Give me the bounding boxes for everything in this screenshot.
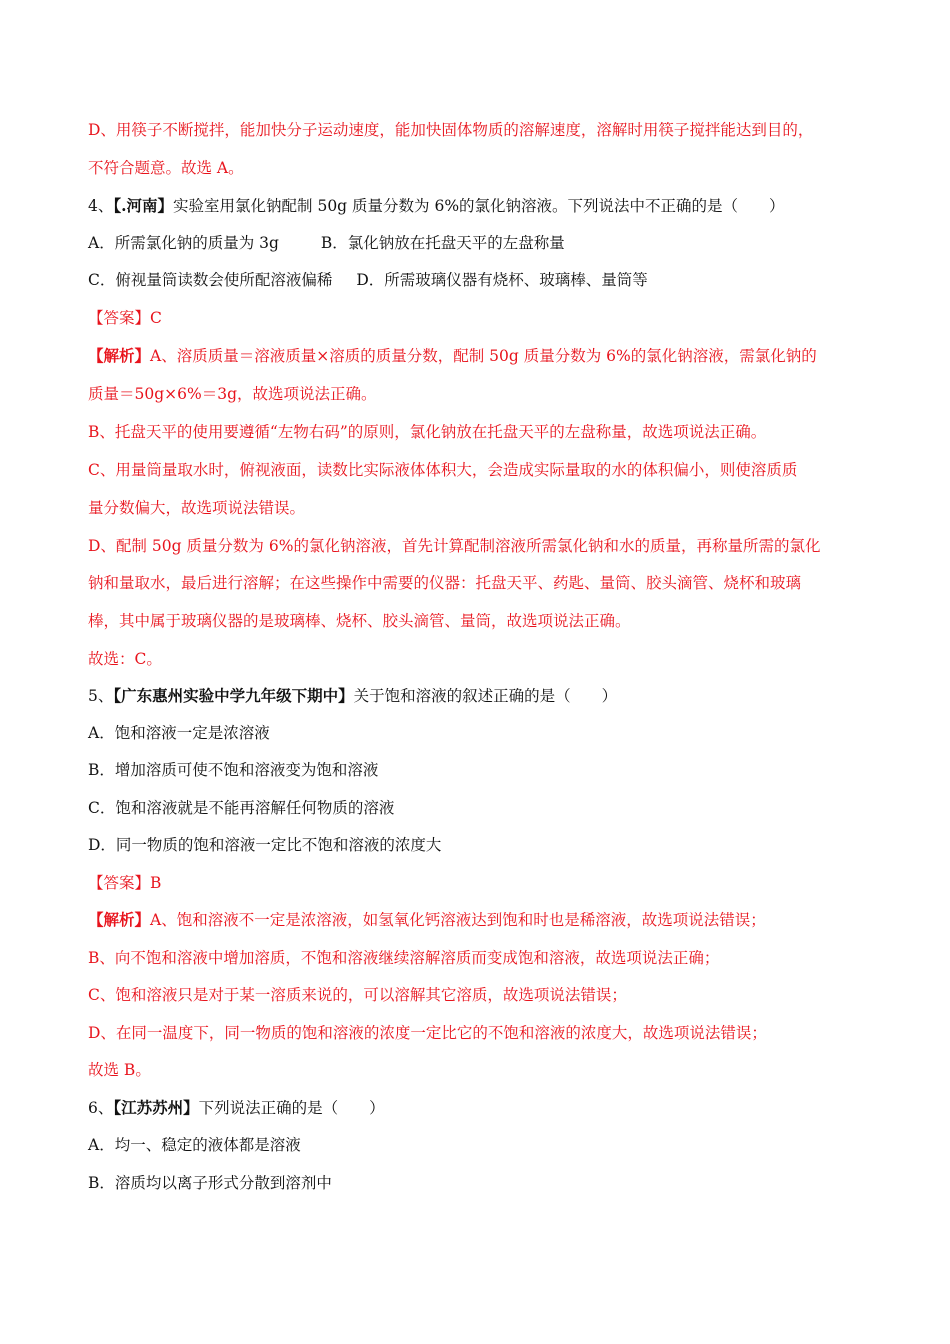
q4-analysis-a-line-1 [88, 345, 817, 367]
q5-analysis-a-text: A、饱和溶液不一定是浓溶液，如氢氧化钙溶液达到饱和时也是稀溶液，故选项说法错误； [150, 911, 766, 929]
q6-stem [88, 1097, 385, 1119]
q6-option-b: B．溶质均以离子形式分散到溶剂中 [88, 1174, 332, 1192]
q5-stem [88, 685, 617, 707]
q5-analysis-b: B、向不饱和溶液中增加溶质，不饱和溶液继续溶解溶质而变成饱和溶液，故选项说法正确； [88, 949, 720, 967]
q5-analysis-label: 【解析】 [88, 910, 151, 929]
q5-option-c: C．饱和溶液就是不能再溶解任何物质的溶液 [88, 799, 395, 817]
q4-options-ab [88, 232, 565, 254]
q4-analysis-label: 【解析】 [88, 346, 151, 365]
q4-option-d: D．所需玻璃仪器有烧杯、玻璃棒、量筒等 [356, 271, 648, 289]
q4-conclusion: 故选：C。 [88, 650, 162, 668]
q3-option-d-line-1: D、用筷子不断搅拌，能加快分子运动速度，能加快固体物质的溶解速度，溶解时用筷子搅拌能达到目的， [88, 121, 814, 139]
q4-analysis-d-line-3: 棒，其中属于玻璃仪器的是玻璃棒、烧杯、胶头滴管、量筒，故选项说法正确。 [88, 612, 631, 630]
q6-option-a: A．均一、稳定的液体都是溶液 [88, 1136, 301, 1154]
q5-conclusion: 故选 B。 [88, 1061, 151, 1079]
q5-analysis-d: D、在同一温度下，同一物质的饱和溶液的浓度一定比它的不饱和溶液的浓度大，故选项说法错误； [88, 1024, 767, 1042]
q6-stem-text: 下列说法正确的是（ ） [198, 1099, 385, 1117]
q5-option-a: A．饱和溶液一定是浓溶液 [88, 724, 270, 742]
q6-source: 【江苏苏州】 [113, 1098, 199, 1117]
q6-number: 6、 [88, 1099, 114, 1117]
q4-analysis-a-text: A、溶质质量＝溶液质量×溶质的质量分数，配制 50g 质量分数为 6%的氯化钠溶液，需氯化钠的 [150, 347, 817, 365]
q5-source: 【广东惠州实验中学九年级下期中】 [113, 686, 354, 705]
q3-option-d-line-2: 不符合题意。故选 A。 [88, 159, 244, 177]
q5-analysis-c: C、饱和溶液只是对于某一溶质来说的，可以溶解其它溶质，故选项说法错误； [88, 986, 627, 1004]
q5-option-b: B．增加溶质可使不饱和溶液变为饱和溶液 [88, 761, 379, 779]
q4-option-c: C．俯视量筒读数会使所配溶液偏稀 [88, 271, 333, 289]
q5-analysis-a [88, 909, 766, 931]
q4-source: 【.河南】 [113, 196, 174, 215]
q4-stem-text: 实验室用氯化钠配制 50g 质量分数为 6%的氯化钠溶液。下列说法中不正确的是（ ） [173, 197, 785, 215]
q5-stem-text: 关于饱和溶液的叙述正确的是（ ） [353, 687, 618, 705]
q4-analysis-c-line-2: 量分数偏大，故选项说法错误。 [88, 499, 306, 517]
q4-number: 4、 [88, 197, 114, 215]
q4-analysis-c-line-1: C、用量筒量取水时，俯视液面，读数比实际液体体积大，会造成实际量取的水的体积偏小，则使溶质质 [88, 461, 798, 479]
q5-number: 5、 [88, 687, 114, 705]
q4-answer: 【答案】C [88, 309, 162, 327]
q4-analysis-d-line-2: 钠和量取水，最后进行溶解；在这些操作中需要的仪器：托盘天平、药匙、量筒、胶头滴管、烧杯和玻璃 [88, 574, 802, 592]
q4-option-b: B．氯化钠放在托盘天平的左盘称量 [320, 234, 565, 252]
q5-answer: 【答案】B [88, 874, 162, 892]
q4-option-a: A．所需氯化钠的质量为 3g [88, 234, 279, 252]
q4-analysis-b: B、托盘天平的使用要遵循“左物右码”的原则，氯化钠放在托盘天平的左盘称量，故选项说法正确。 [88, 423, 767, 441]
q4-analysis-a-line-2: 质量＝50g×6%＝3g，故选项说法正确。 [88, 385, 377, 403]
q4-stem [88, 195, 785, 217]
q4-options-cd [88, 269, 648, 291]
q4-analysis-d-line-1: D、配制 50g 质量分数为 6%的氯化钠溶液，首先计算配制溶液所需氯化钠和水的质量，再称量所需的氯化 [88, 537, 821, 555]
q5-option-d: D．同一物质的饱和溶液一定比不饱和溶液的浓度大 [88, 836, 442, 854]
